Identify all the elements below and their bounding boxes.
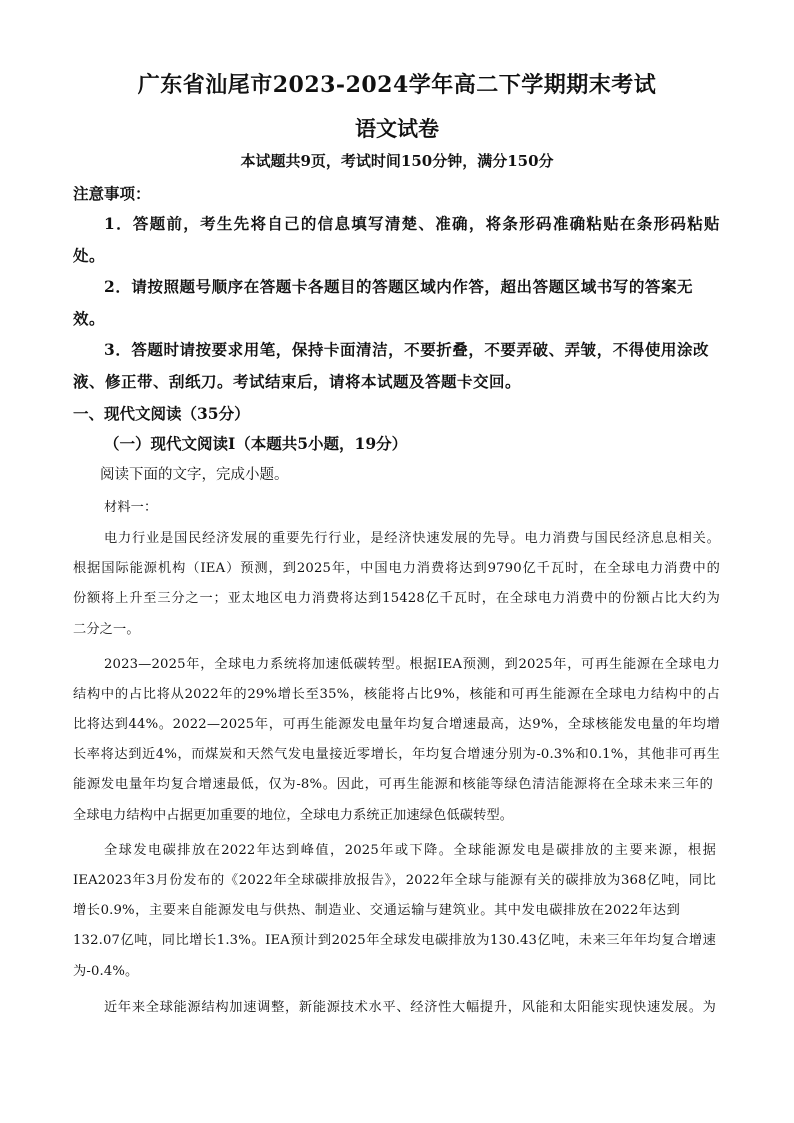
notice-item-2-line-2: 效。 [73,309,106,328]
material-p3-line-5: 为-0.4%。 [73,964,139,979]
material-p3-line-1: 全球发电碳排放在2022年达到峰值，2025年或下降。全球能源发电是碳排放的主要来源，根据 [104,843,716,858]
material-p4-line-1: 近年来全球能源结构加速调整，新能源技术水平、经济性大幅提升，风能和太阳能实现快速发展。为 [104,1000,716,1015]
material-p2-line-2: 结构中的占比将从2022年的29%增长至35%，核能将占比9%，核能和可再生能源在全球电力结构中的占 [73,687,720,702]
notice-item-3-line-2: 液、修正带、刮纸刀。考试结束后，请将本试题及答题卡交回。 [73,372,522,391]
material-p3-line-3: 增长0.9%，主要来自能源发电与供热、制造业、交通运输与建筑业。其中发电碳排放在2022年达到 [73,903,680,918]
material-p2-line-3: 比将达到44%。2022—2025年，可再生能源发电量年均复合增速最高，达9%，全球核能发电量的年均增 [73,717,720,732]
material-p3-line-2: IEA2023年3月份发布的《2022年全球碳排放报告》，2022年全球与能源有关的碳排放为368亿吨，同比 [73,873,716,888]
material-p3-line-4: 132.07亿吨，同比增长1.3%。IEA预计到2025年全球发电碳排放为130.43亿吨，未来三年年均复合增速 [73,933,716,948]
material-p1-line-3: 份额将上升至三分之一；亚太地区电力消费将达到15428亿千瓦时，在全球电力消费中的份额占比大约为 [73,591,720,606]
notice-item-1-line-2: 处。 [73,246,106,265]
material-p2-line-1: 2023—2025年，全球电力系统将加速低碳转型。根据IEA预测，到2025年，可再生能源在全球电力 [104,657,720,672]
material-p2-line-5: 能源发电量年均复合增速最低，仅为-8%。因此，可再生能源和核能等绿色清洁能源将在全球未来三年的 [73,777,713,792]
notice-item-3-line-1: 3．答题时请按要求用笔，保持卡面清洁，不要折叠，不要弄破、弄皱，不得使用涂改 [104,340,709,359]
material-p1-line-4: 二分之一。 [73,622,140,637]
material-label: 材料一： [104,500,158,515]
material-p2-line-6: 全球电力结构中占据更加重要的地位，全球电力系统正加速绿色低碳转型。 [73,808,514,823]
material-p1-line-1: 电力行业是国民经济发展的重要先行行业，是经济快速发展的先导。电力消费与国民经济息息相关。 [104,531,720,546]
notice-heading: 注意事项： [73,184,151,203]
exam-subtitle: 语文试卷 [355,116,439,141]
material-p1-line-2: 根据国际能源机构（IEA）预测，到2025年，中国电力消费将达到9790亿千瓦时，在全球电力消费中的 [73,561,720,576]
notice-item-2-line-1: 2．请按照题号顺序在答题卡各题目的答题区域内作答，超出答题区域书写的答案无 [104,277,693,296]
material-p2-line-4: 长率将达到近4%，而煤炭和天然气发电量接近零增长，年均复合增速分别为-0.3%和0.1%，其他非可再生 [73,747,720,762]
notice-item-1-line-1: 1．答题前，考生先将自己的信息填写清楚、准确，将条形码准确粘贴在条形码粘贴 [104,214,720,233]
exam-info: 本试题共9页，考试时间150分钟，满分150分 [240,152,554,170]
section-subheading: （一）现代文阅读Ⅰ（本题共5小题，19分） [104,434,408,453]
exam-title: 广东省汕尾市2023-2024学年高二下学期期末考试 [137,72,657,98]
section-heading: 一、现代文阅读（35分） [73,404,250,423]
reading-instruction: 阅读下面的文字，完成小题。 [100,467,289,483]
